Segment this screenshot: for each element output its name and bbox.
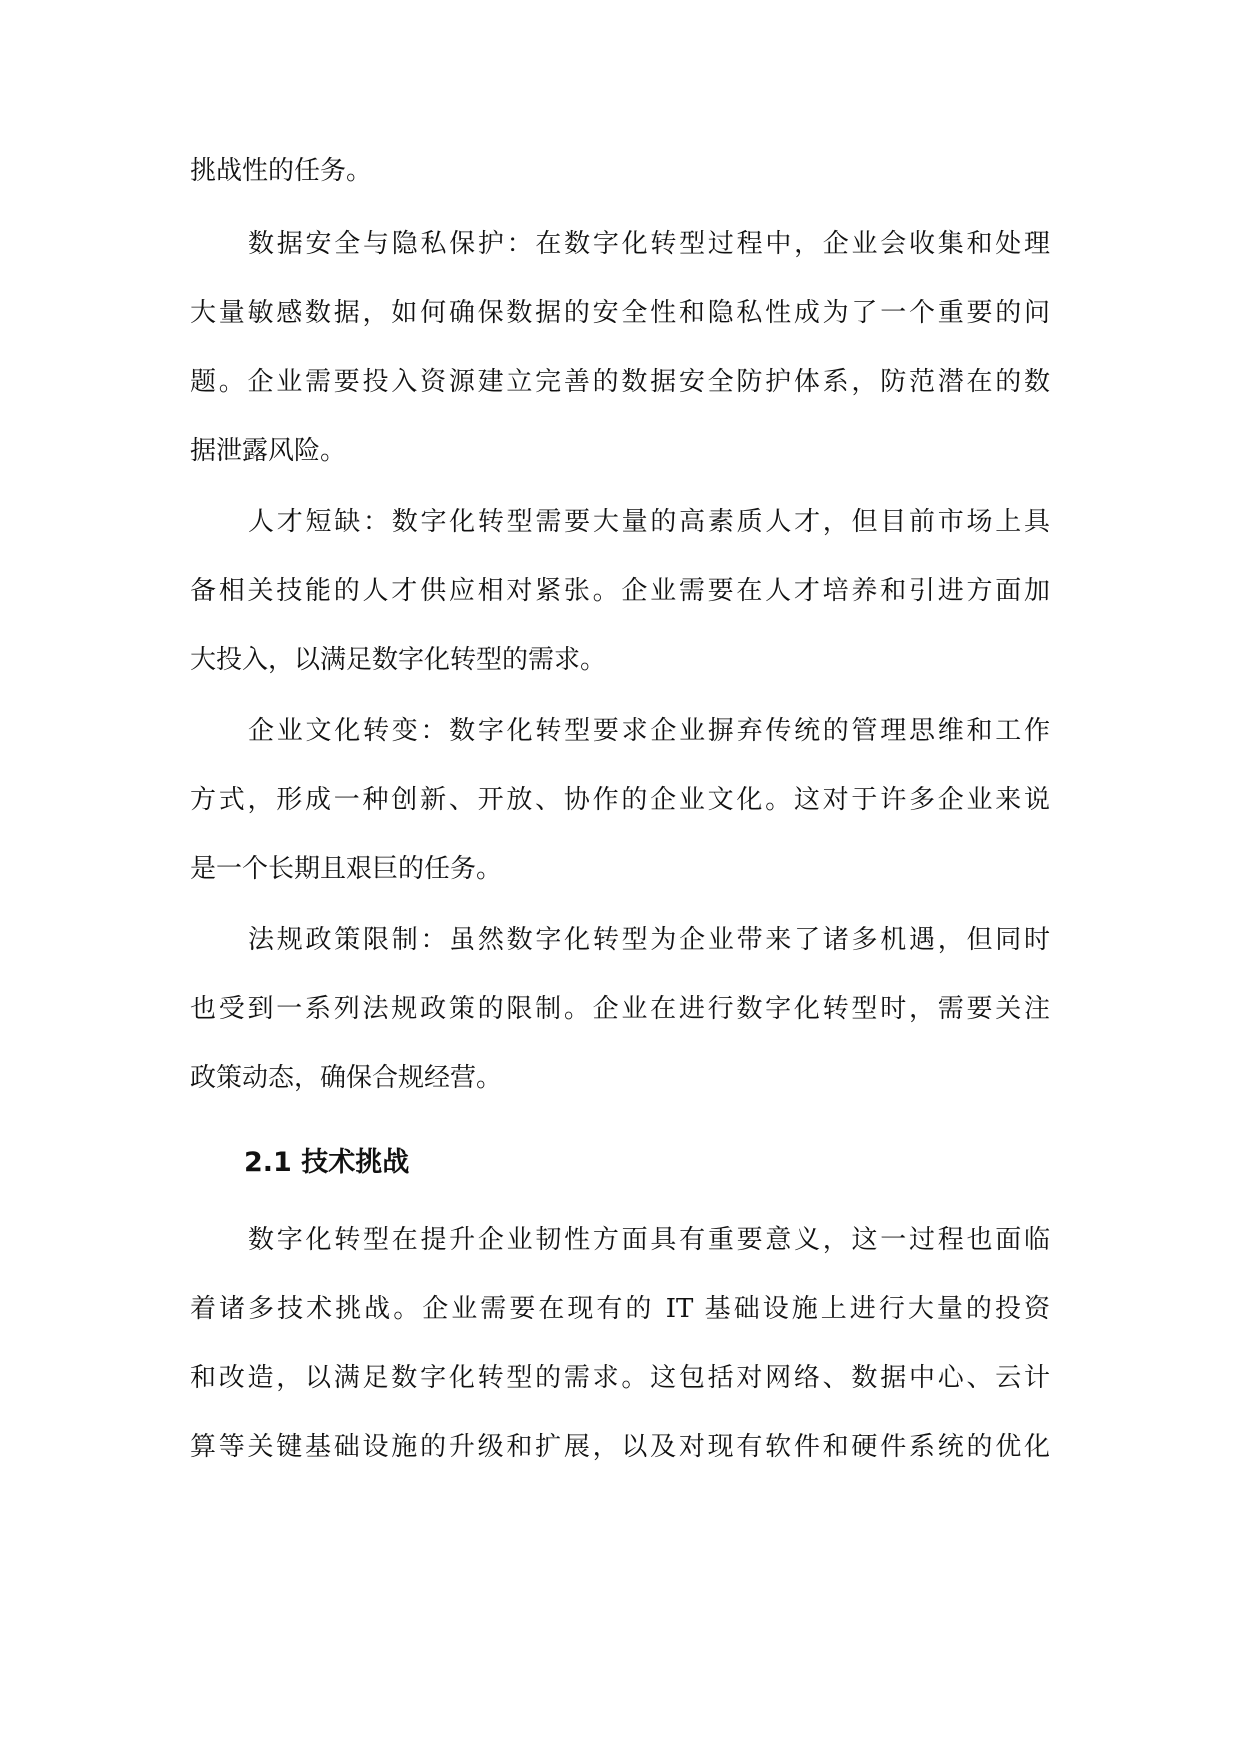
text-line: 也受到一系列法规政策的限制。企业在进行数字化转型时，需要关注: [190, 994, 1050, 1024]
text-line: 企业文化转变：数字化转型要求企业摒弃传统的管理思维和工作: [248, 716, 1050, 746]
section-heading: 2.1 技术挑战: [244, 1147, 410, 1178]
text-line: 是一个长期且艰巨的任务。: [190, 854, 503, 884]
text-line: 数字化转型在提升企业韧性方面具有重要意义，这一过程也面临: [248, 1225, 1050, 1255]
text-line: 数据安全与隐私保护：在数字化转型过程中，企业会收集和处理: [248, 229, 1050, 259]
text-line: 方式，形成一种创新、开放、协作的企业文化。这对于许多企业来说: [190, 785, 1050, 815]
text-line: 大量敏感数据，如何确保数据的安全性和隐私性成为了一个重要的问: [190, 298, 1050, 328]
text-line: 挑战性的任务。: [190, 156, 373, 186]
text-line: 着诸多技术挑战。企业需要在现有的 IT 基础设施上进行大量的投资: [190, 1294, 1050, 1324]
text-line: 大投入，以满足数字化转型的需求。: [190, 645, 607, 675]
text-line: 题。企业需要投入资源建立完善的数据安全防护体系，防范潜在的数: [190, 367, 1050, 397]
text-line: 备相关技能的人才供应相对紧张。企业需要在人才培养和引进方面加: [190, 576, 1050, 606]
text-line: 据泄露风险。: [190, 436, 347, 466]
text-line: 人才短缺：数字化转型需要大量的高素质人才，但目前市场上具: [248, 507, 1050, 537]
text-line: 法规政策限制：虽然数字化转型为企业带来了诸多机遇，但同时: [248, 925, 1050, 955]
text-line: 和改造，以满足数字化转型的需求。这包括对网络、数据中心、云计: [190, 1363, 1050, 1393]
text-line: 政策动态，确保合规经营。: [190, 1063, 503, 1093]
text-line: 算等关键基础设施的升级和扩展，以及对现有软件和硬件系统的优化: [190, 1432, 1050, 1462]
